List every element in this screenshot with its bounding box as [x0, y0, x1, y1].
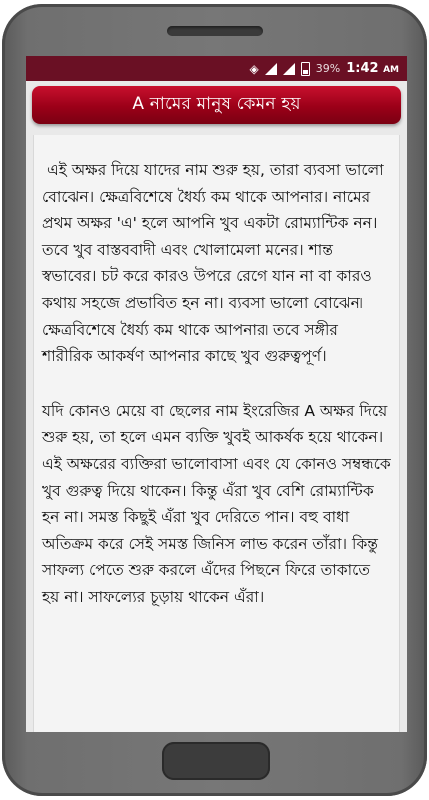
clock-ampm: AM	[383, 65, 399, 75]
home-button[interactable]	[162, 742, 270, 780]
signal-icon	[265, 63, 277, 75]
page-title: A নামের মানুষ কেমন হয়	[132, 94, 301, 114]
signal-icon-2	[283, 63, 295, 75]
clock-time: 1:42	[346, 61, 379, 76]
clock	[346, 61, 399, 76]
article-paragraph: যদি কোনও মেয়ে বা ছেলের নাম ইংরেজির A অক্ষর দিয়ে শুরু হয়, তা হলে এমন ব্যক্তি খুবই আকর্ষক হয়ে থাকেন। এই অক্ষরের ব্যক্তিরা ভালোবাসা এবং যে কোনও সম্বন্ধকে খুব গুরুত্ব দিয়ে থাকেন। কিন্তু এঁরা খুব বেশি রোম্যান্টিক হন না। সমস্ত কিছুই এঁরা খুব দেরিতে পান। বহু বাধা অতিক্রম করে সেই সমস্ত জিনিস লাভ করেন তাঁরা। কিন্তু সাফল্য পেতে শুরু করলে এঁদের পিছনে ফিরে তাকাতে হয় না। সাফল্যের চূড়ায় থাকেন এঁরা।	[42, 401, 396, 606]
screen	[26, 56, 407, 732]
article-content[interactable]	[33, 135, 400, 732]
wifi-icon: ◈	[249, 61, 259, 76]
phone-frame	[2, 4, 427, 796]
article-paragraph: এই অক্ষর দিয়ে যাদের নাম শুরু হয়, তারা ব্যবসা ভালো বোঝেন। ক্ষেত্রবিশেষে ধৈর্য্য কম থাকে আপনার। নামের প্রথম অক্ষর 'এ' হলে আপনি খুব একটা রোম্যান্টিক নন। তবে খুব বাস্তববাদী এবং খোলামেলা মনের। শান্ত স্বভাবের। চট করে কারও উপরে রেগে যান না বা কারও কথায় সহজে প্রভাবিত হন না। ব্যবসা ভালো বোঝেন৷ ক্ষেত্রবিশেষে ধৈর্য্য কম থাকে আপনার৷ তবে সঙ্গীর শারীরিক আকর্ষণ আপনার কাছে খুব গুরুত্বপূর্ণ।	[42, 161, 389, 366]
title-bar	[32, 86, 401, 124]
status-bar	[26, 56, 407, 81]
battery-icon	[301, 62, 310, 76]
battery-percent: 39%	[315, 62, 341, 75]
speaker-grille	[167, 26, 263, 36]
